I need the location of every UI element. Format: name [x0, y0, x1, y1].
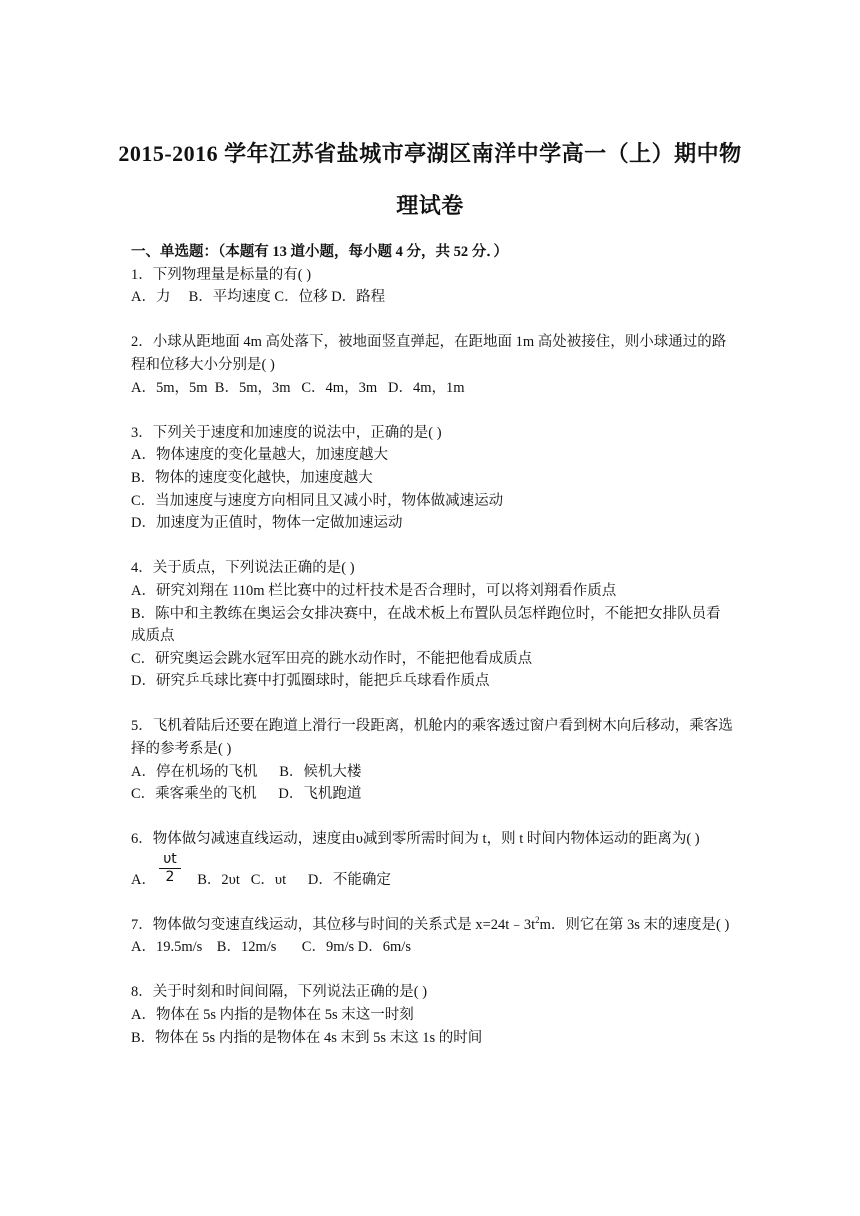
question-options: [131, 851, 735, 891]
option-a: A．研究刘翔在 110m 栏比赛中的过杆技术是否合理时，可以将刘翔看作质点: [131, 582, 617, 599]
question-stem: [131, 914, 735, 937]
option-row-ab: A．停在机场的飞机 B．候机大楼: [131, 763, 362, 780]
option-d: D．研究乒乓球比赛中打弧圈球时，能把乒乓球看作质点: [131, 673, 490, 690]
question-options: A．19.5m/s B．12m/s C．9m/s D．6m/s: [131, 939, 411, 956]
fraction: [156, 851, 184, 891]
question-stem: 4．关于质点，下列说法正确的是( ): [131, 560, 355, 577]
question-options: A．力 B．平均速度 C．位移 D．路程: [131, 289, 386, 306]
question-1: [131, 264, 735, 309]
question-stem: 5．飞机着陆后还要在跑道上滑行一段距离，机舱内的乘客透过窗户看到树木向后移动，乘客选择的参考系是( ): [131, 718, 733, 758]
option-a-label: A．: [131, 872, 156, 889]
fraction-denominator: 2: [165, 869, 175, 886]
fraction-numerator: υt: [163, 851, 177, 868]
question-2: [131, 331, 735, 399]
option-c: C．研究奥运会跳水冠军田亮的跳水动作时，不能把他看成质点: [131, 650, 533, 667]
question-5: [131, 715, 735, 805]
option-a: A．物体速度的变化量越大，加速度越大: [131, 447, 388, 464]
stem-part-1: 7．物体做匀变速直线运动，其位移与时间的关系式是 x=24t﹣3t: [131, 916, 536, 933]
page-title: [100, 128, 760, 232]
section-header: 一、单选题：（本题有 13 道小题，每小题 4 分，共 52 分．）: [131, 244, 508, 260]
question-stem: 6．物体做匀减速直线运动，速度由υ减到零所需时间为 t，则 t 时间内物体运动的距离为( ): [131, 831, 700, 848]
question-stem: 3．下列关于速度和加速度的说法中，正确的是( ): [131, 424, 442, 441]
question-options: A．5m，5m B．5m，3m C．4m，3m D．4m，1m: [131, 379, 465, 396]
question-stem: 2．小球从距地面 4m 高处落下，被地面竖直弹起，在距地面 1m 高处被接住，则小球通过的路程和位移大小分别是( ): [131, 334, 727, 373]
option-a: A．物体在 5s 内指的是物体在 5s 末这一时刻: [131, 1007, 414, 1023]
option-row-cd: C．乘客乘坐的飞机 D．飞机跑道: [131, 786, 362, 803]
option-c: C．当加速度与速度方向相同且又减小时，物体做减速运动: [131, 492, 504, 509]
stem-part-2: m．则它在第 3s 末的速度是( ): [539, 916, 730, 933]
question-3: [131, 422, 735, 535]
question-7: [131, 914, 735, 959]
option-b: B．物体的速度变化越快，加速度越大: [131, 469, 373, 486]
question-8: [131, 981, 735, 1049]
superscript: 2: [535, 914, 540, 925]
question-stem: 8．关于时刻和时间间隔，下列说法正确的是( ): [131, 984, 428, 1001]
option-b: B．陈中和主教练在奥运会女排决赛中，在战术板上布置队员怎样跑位时，不能把女排队员看成质点: [131, 605, 721, 645]
title-line-2: 理试卷: [396, 193, 464, 218]
question-6: [131, 828, 735, 891]
options-rest: B．2υt C．υt D．不能确定: [189, 872, 391, 889]
option-b: B．物体在 5s 内指的是物体在 4s 末到 5s 末这 1s 的时间: [131, 1029, 483, 1046]
exam-content: [131, 241, 735, 1072]
question-4: [131, 557, 735, 693]
title-line-1: 2015-2016 学年江苏省盐城市亭湖区南洋中学高一（上）期中物: [118, 141, 742, 166]
question-stem: 1．下列物理量是标量的有( ): [131, 266, 312, 283]
option-d: D．加速度为正值时，物体一定做加速运动: [131, 515, 403, 532]
